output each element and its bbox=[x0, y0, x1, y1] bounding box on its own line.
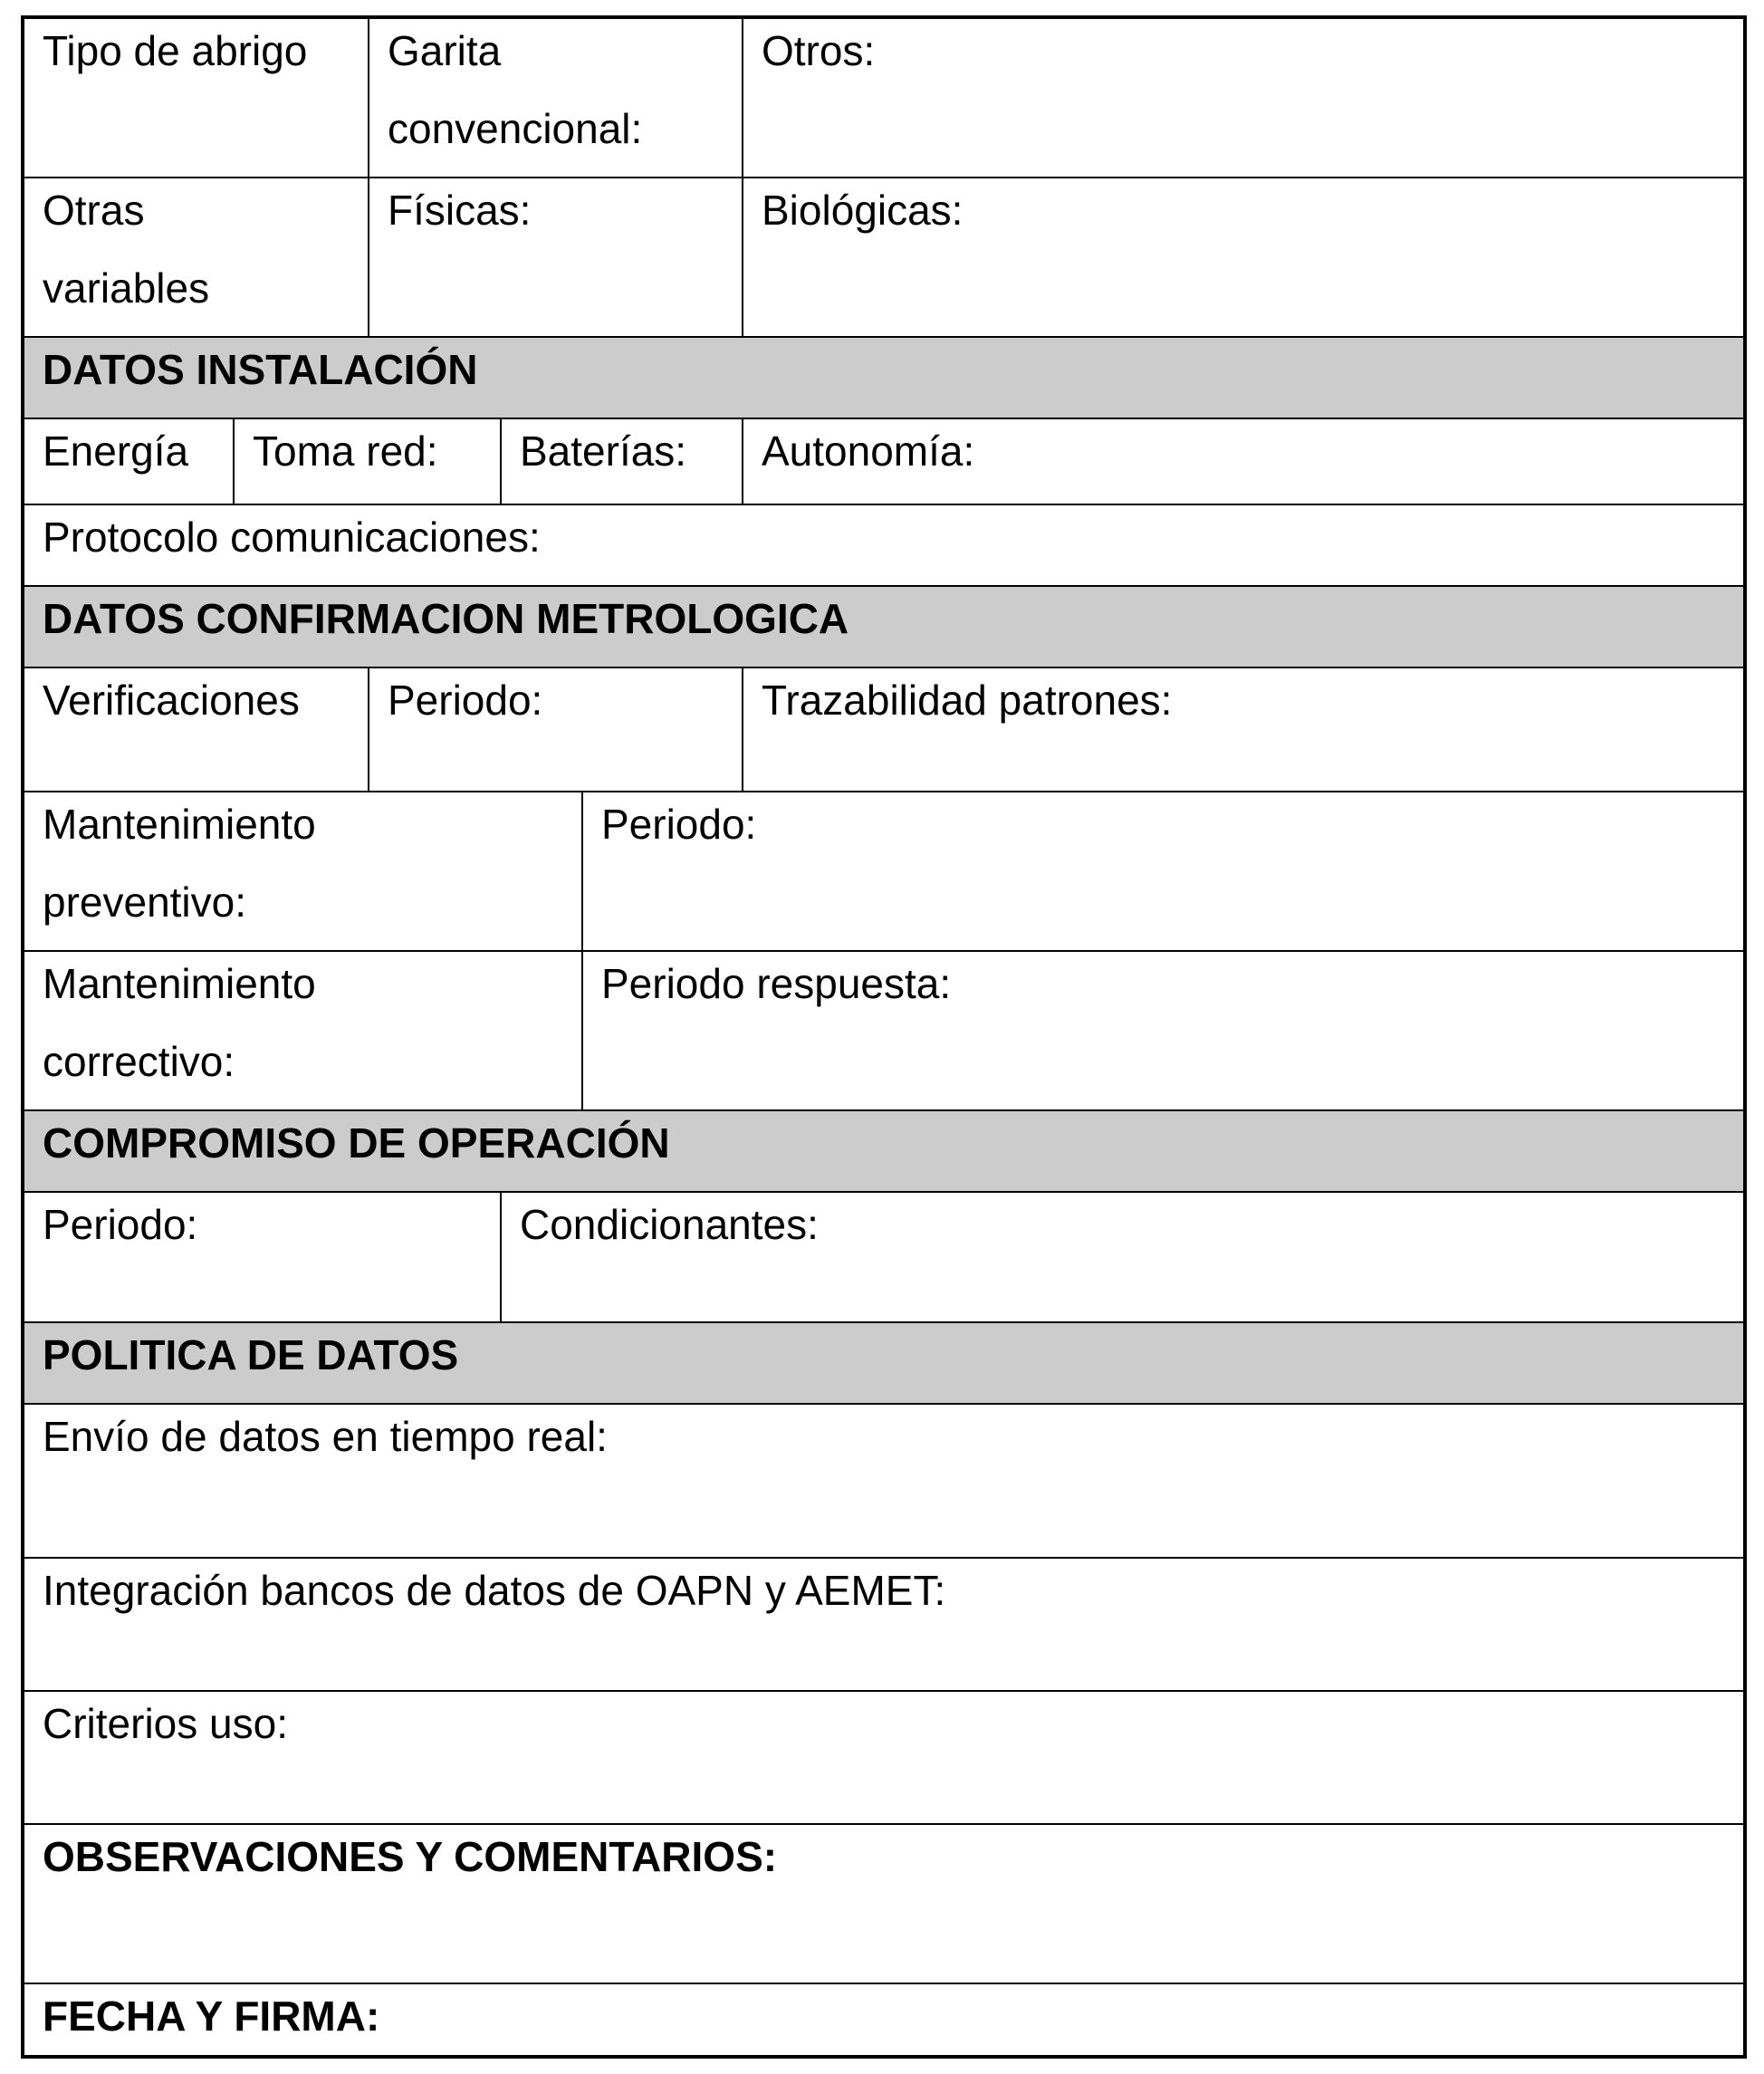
label-trazabilidad: Trazabilidad patrones: bbox=[762, 677, 1173, 724]
section-header-instalacion bbox=[24, 338, 1743, 419]
cell-mant-correctivo bbox=[24, 952, 583, 1109]
label-compromiso-periodo: Periodo: bbox=[43, 1201, 198, 1248]
cell-fisicas[interactable] bbox=[369, 178, 743, 336]
label-protocolo: Protocolo comunicaciones: bbox=[43, 514, 541, 561]
cell-mant-preventivo-periodo[interactable] bbox=[583, 792, 1743, 950]
cell-energia bbox=[24, 419, 235, 504]
label-garita: Garita convencional: bbox=[388, 27, 643, 152]
cell-verificaciones-periodo[interactable] bbox=[369, 668, 743, 791]
label-biologicas: Biológicas: bbox=[762, 187, 963, 234]
label-mant-preventivo-periodo: Periodo: bbox=[601, 801, 757, 848]
cell-toma-red[interactable] bbox=[235, 419, 502, 504]
cell-mant-preventivo bbox=[24, 792, 583, 950]
row-tipo-abrigo bbox=[24, 19, 1743, 178]
cell-trazabilidad[interactable] bbox=[743, 668, 1743, 791]
label-envio-datos: Envío de datos en tiempo real: bbox=[43, 1413, 608, 1460]
section-title-confirmacion: DATOS CONFIRMACION METROLOGICA bbox=[43, 595, 849, 642]
row-energia bbox=[24, 419, 1743, 505]
station-form bbox=[21, 15, 1747, 2059]
row-protocolo[interactable] bbox=[24, 505, 1743, 587]
label-fecha-firma: FECHA Y FIRMA: bbox=[43, 1992, 380, 2040]
label-periodo-respuesta: Periodo respuesta: bbox=[601, 960, 952, 1007]
label-toma-red: Toma red: bbox=[253, 427, 438, 475]
cell-verificaciones bbox=[24, 668, 369, 791]
label-verificaciones: Verificaciones bbox=[43, 677, 300, 724]
label-autonomia: Autonomía: bbox=[762, 427, 975, 475]
row-mant-preventivo bbox=[24, 792, 1743, 952]
cell-autonomia[interactable] bbox=[743, 419, 1743, 504]
cell-compromiso-periodo[interactable] bbox=[24, 1193, 502, 1321]
row-envio-datos[interactable] bbox=[24, 1405, 1743, 1559]
row-mant-correctivo bbox=[24, 952, 1743, 1111]
row-integracion[interactable] bbox=[24, 1559, 1743, 1692]
row-fecha-firma[interactable] bbox=[24, 1984, 1743, 2055]
label-otras-variables: Otras variables bbox=[43, 187, 210, 312]
label-energia: Energía bbox=[43, 427, 189, 475]
cell-biologicas[interactable] bbox=[743, 178, 1743, 336]
label-mant-correctivo: Mantenimiento correctivo: bbox=[43, 960, 316, 1085]
section-title-instalacion: DATOS INSTALACIÓN bbox=[43, 346, 478, 393]
cell-periodo-respuesta[interactable] bbox=[583, 952, 1743, 1109]
cell-garita[interactable] bbox=[369, 19, 743, 177]
section-header-confirmacion bbox=[24, 587, 1743, 668]
label-tipo-abrigo: Tipo de abrigo bbox=[43, 27, 308, 74]
row-criterios[interactable] bbox=[24, 1692, 1743, 1825]
row-otras-variables bbox=[24, 178, 1743, 338]
label-otros: Otros: bbox=[762, 27, 876, 74]
label-fisicas: Físicas: bbox=[388, 187, 532, 234]
section-title-politica: POLITICA DE DATOS bbox=[43, 1331, 459, 1378]
row-verificaciones bbox=[24, 668, 1743, 792]
label-observaciones: OBSERVACIONES Y COMENTARIOS: bbox=[43, 1833, 778, 1880]
section-title-compromiso: COMPROMISO DE OPERACIÓN bbox=[43, 1119, 670, 1167]
label-integracion: Integración bancos de datos de OAPN y AEMET: bbox=[43, 1567, 946, 1614]
cell-otras-variables bbox=[24, 178, 369, 336]
label-verificaciones-periodo: Periodo: bbox=[388, 677, 543, 724]
cell-condicionantes[interactable] bbox=[502, 1193, 1743, 1321]
section-header-politica bbox=[24, 1323, 1743, 1405]
row-observaciones[interactable] bbox=[24, 1825, 1743, 1984]
label-condicionantes: Condicionantes: bbox=[520, 1201, 819, 1248]
section-header-compromiso bbox=[24, 1111, 1743, 1193]
row-compromiso bbox=[24, 1193, 1743, 1323]
cell-otros[interactable] bbox=[743, 19, 1743, 177]
cell-tipo-abrigo bbox=[24, 19, 369, 177]
label-mant-preventivo: Mantenimiento preventivo: bbox=[43, 801, 316, 926]
label-baterias: Baterías: bbox=[520, 427, 687, 475]
cell-baterias[interactable] bbox=[502, 419, 743, 504]
label-criterios: Criterios uso: bbox=[43, 1700, 288, 1747]
